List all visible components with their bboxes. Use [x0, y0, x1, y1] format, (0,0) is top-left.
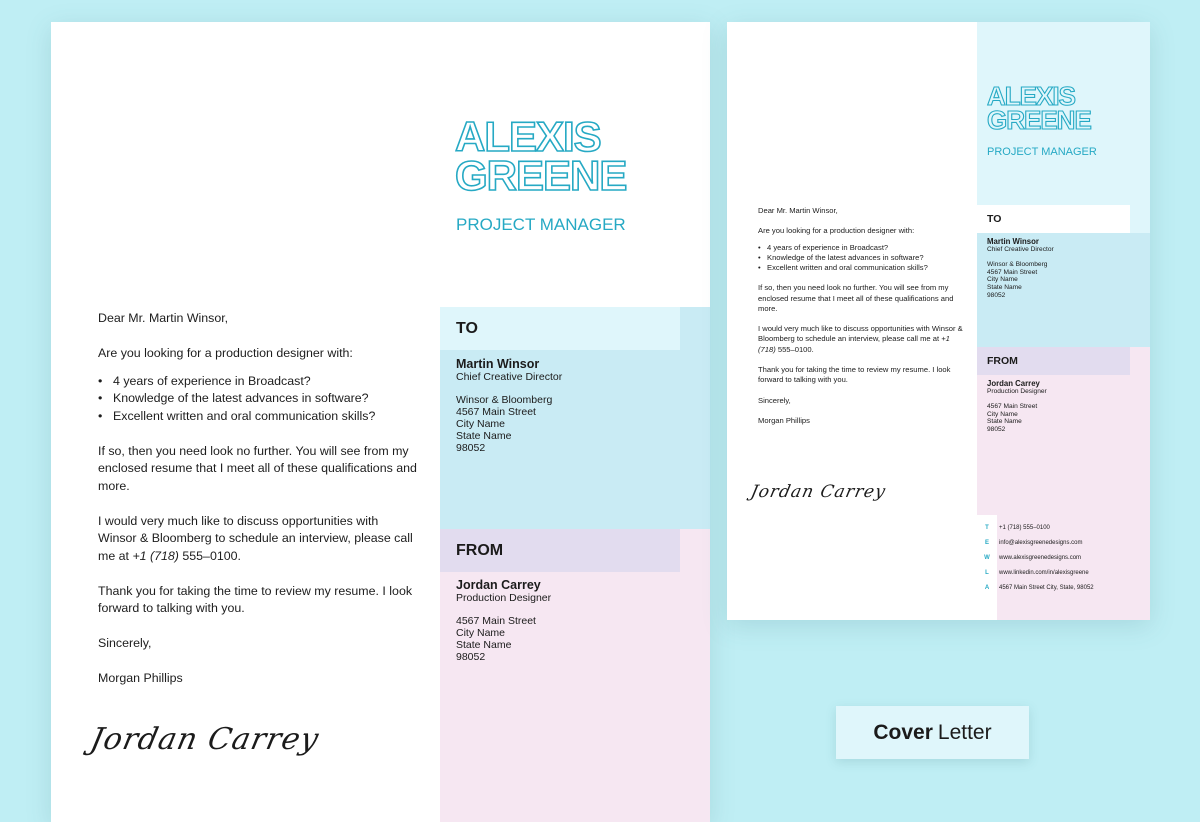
- to-label: TO: [456, 320, 478, 337]
- signature: Jordan Carrey: [87, 722, 323, 757]
- closing: Sincerely,: [758, 395, 791, 405]
- contact-linkedin: [977, 566, 1150, 581]
- product-badge: [836, 706, 1029, 759]
- bullet-item: • Knowledge of the latest advances in software?: [758, 253, 968, 263]
- sender-name: Morgan Phillips: [98, 671, 183, 685]
- paragraph: Thank you for taking the time to review my resume. I look forward to talking with you.: [98, 583, 413, 615]
- recipient-address: Winsor & Bloomberg 4567 Main Street City Name State Name 98052: [987, 260, 1048, 299]
- recipient-name: Martin Winsor: [456, 357, 540, 371]
- from-band: [977, 347, 1130, 375]
- sender-details-name: Jordan Carrey: [987, 379, 1040, 388]
- greeting: Dear Mr. Martin Winsor,: [98, 311, 229, 325]
- email-letter: E: [984, 539, 989, 546]
- intro-line: Are you looking for a production designer with:: [98, 346, 353, 360]
- cover-letter-page-large: [51, 22, 710, 822]
- to-label: TO: [987, 213, 1002, 225]
- address-letter: A: [984, 585, 990, 592]
- last-name: GREENE: [987, 104, 1091, 135]
- recipient-details: [987, 237, 1054, 300]
- to-band: [440, 307, 680, 350]
- phone-prefix: +1 (718): [758, 334, 950, 354]
- from-label: FROM: [987, 355, 1018, 367]
- letter-body: [98, 310, 418, 705]
- contact-website: [977, 550, 1150, 565]
- sender-address: 4567 Main Street City Name State Name 98052: [456, 615, 536, 663]
- paragraph-contact: I would very much like to discuss opportunities with Winsor & Bloomberg to schedule an interview, please call me at +1 (718) 555–0100.: [98, 513, 413, 563]
- greeting: Dear Mr. Martin Winsor,: [758, 206, 838, 215]
- sender-name: Morgan Phillips: [758, 415, 810, 425]
- letter-body: [758, 206, 968, 436]
- website-value: www.alexisgreenedesigns.com: [999, 554, 1082, 561]
- job-title: PROJECT MANAGER: [987, 146, 1097, 158]
- bullet-item: • Excellent written and oral communication skills?: [758, 263, 968, 273]
- contact-phone: [977, 520, 1150, 535]
- from-label: FROM: [456, 542, 504, 559]
- recipient-name: Martin Winsor: [987, 237, 1039, 246]
- applicant-name: [455, 113, 627, 199]
- applicant-name: [987, 81, 1091, 135]
- recipient-details: [456, 357, 562, 454]
- bullet-list: [758, 243, 968, 274]
- bullet-item: • 4 years of experience in Broadcast?: [98, 373, 418, 391]
- bullet-item: • 4 years of experience in Broadcast?: [758, 243, 968, 253]
- linkedin-letter: L: [985, 570, 989, 577]
- website-letter: W: [984, 554, 990, 561]
- cover-letter-page-small: [727, 22, 1150, 620]
- linkedin-value: www.linkedin.com/in/alexisgreene: [999, 570, 1089, 577]
- from-panel: [440, 529, 710, 822]
- bullet-list: [98, 373, 418, 426]
- recipient-role: Chief Creative Director: [456, 371, 563, 383]
- sender-details: [456, 578, 551, 663]
- recipient-role: Chief Creative Director: [987, 246, 1054, 253]
- sender-details-role: Production Designer: [987, 388, 1047, 395]
- badge-regular-text: Letter: [937, 720, 992, 744]
- contact-address: [977, 581, 1150, 596]
- paragraph: Thank you for taking the time to review my resume. I look forward to talking with you.: [758, 364, 951, 385]
- paragraph-contact: I would very much like to discuss opportunities with Winsor & Bloomberg to schedule an interview, please call me at +1 (718) 555–0100.: [758, 324, 963, 354]
- first-name: ALEXIS: [987, 81, 1075, 111]
- sender-details-name: Jordan Carrey: [456, 578, 541, 592]
- last-name: GREENE: [455, 151, 627, 199]
- phone-value: +1 (718) 555–0100: [999, 524, 1050, 531]
- job-title: PROJECT MANAGER: [456, 215, 626, 234]
- paragraph: If so, then you need look no further. You will see from my enclosed resume that I meet all of these qualifications and more.: [98, 443, 417, 493]
- badge-bold-text: Cover: [873, 720, 933, 744]
- bullet-item: • Knowledge of the latest advances in software?: [98, 390, 418, 408]
- signature: Jordan Carrey: [748, 482, 888, 502]
- address-value: 4567 Main Street City, State, 98052: [999, 585, 1094, 592]
- closing: Sincerely,: [98, 636, 152, 650]
- contact-email: [977, 535, 1150, 550]
- from-band: [440, 529, 680, 572]
- phone-prefix: +1 (718): [132, 548, 179, 563]
- email-value: info@alexisgreenedesigns.com: [999, 539, 1083, 546]
- sender-address: 4567 Main Street City Name State Name 98052: [987, 402, 1038, 434]
- recipient-address: Winsor & Bloomberg 4567 Main Street City Name State Name 98052: [456, 394, 553, 454]
- phone-letter: T: [985, 524, 989, 531]
- contact-list: [977, 520, 1150, 596]
- paragraph: If so, then you need look no further. You will see from my enclosed resume that I meet all of these qualifications and more.: [758, 283, 954, 313]
- to-band: [977, 205, 1130, 233]
- first-name: ALEXIS: [455, 113, 601, 160]
- bullet-item: • Excellent written and oral communication skills?: [98, 408, 418, 426]
- sender-details: [987, 379, 1047, 434]
- intro-line: Are you looking for a production designer with:: [758, 226, 915, 236]
- sender-details-role: Production Designer: [456, 592, 552, 604]
